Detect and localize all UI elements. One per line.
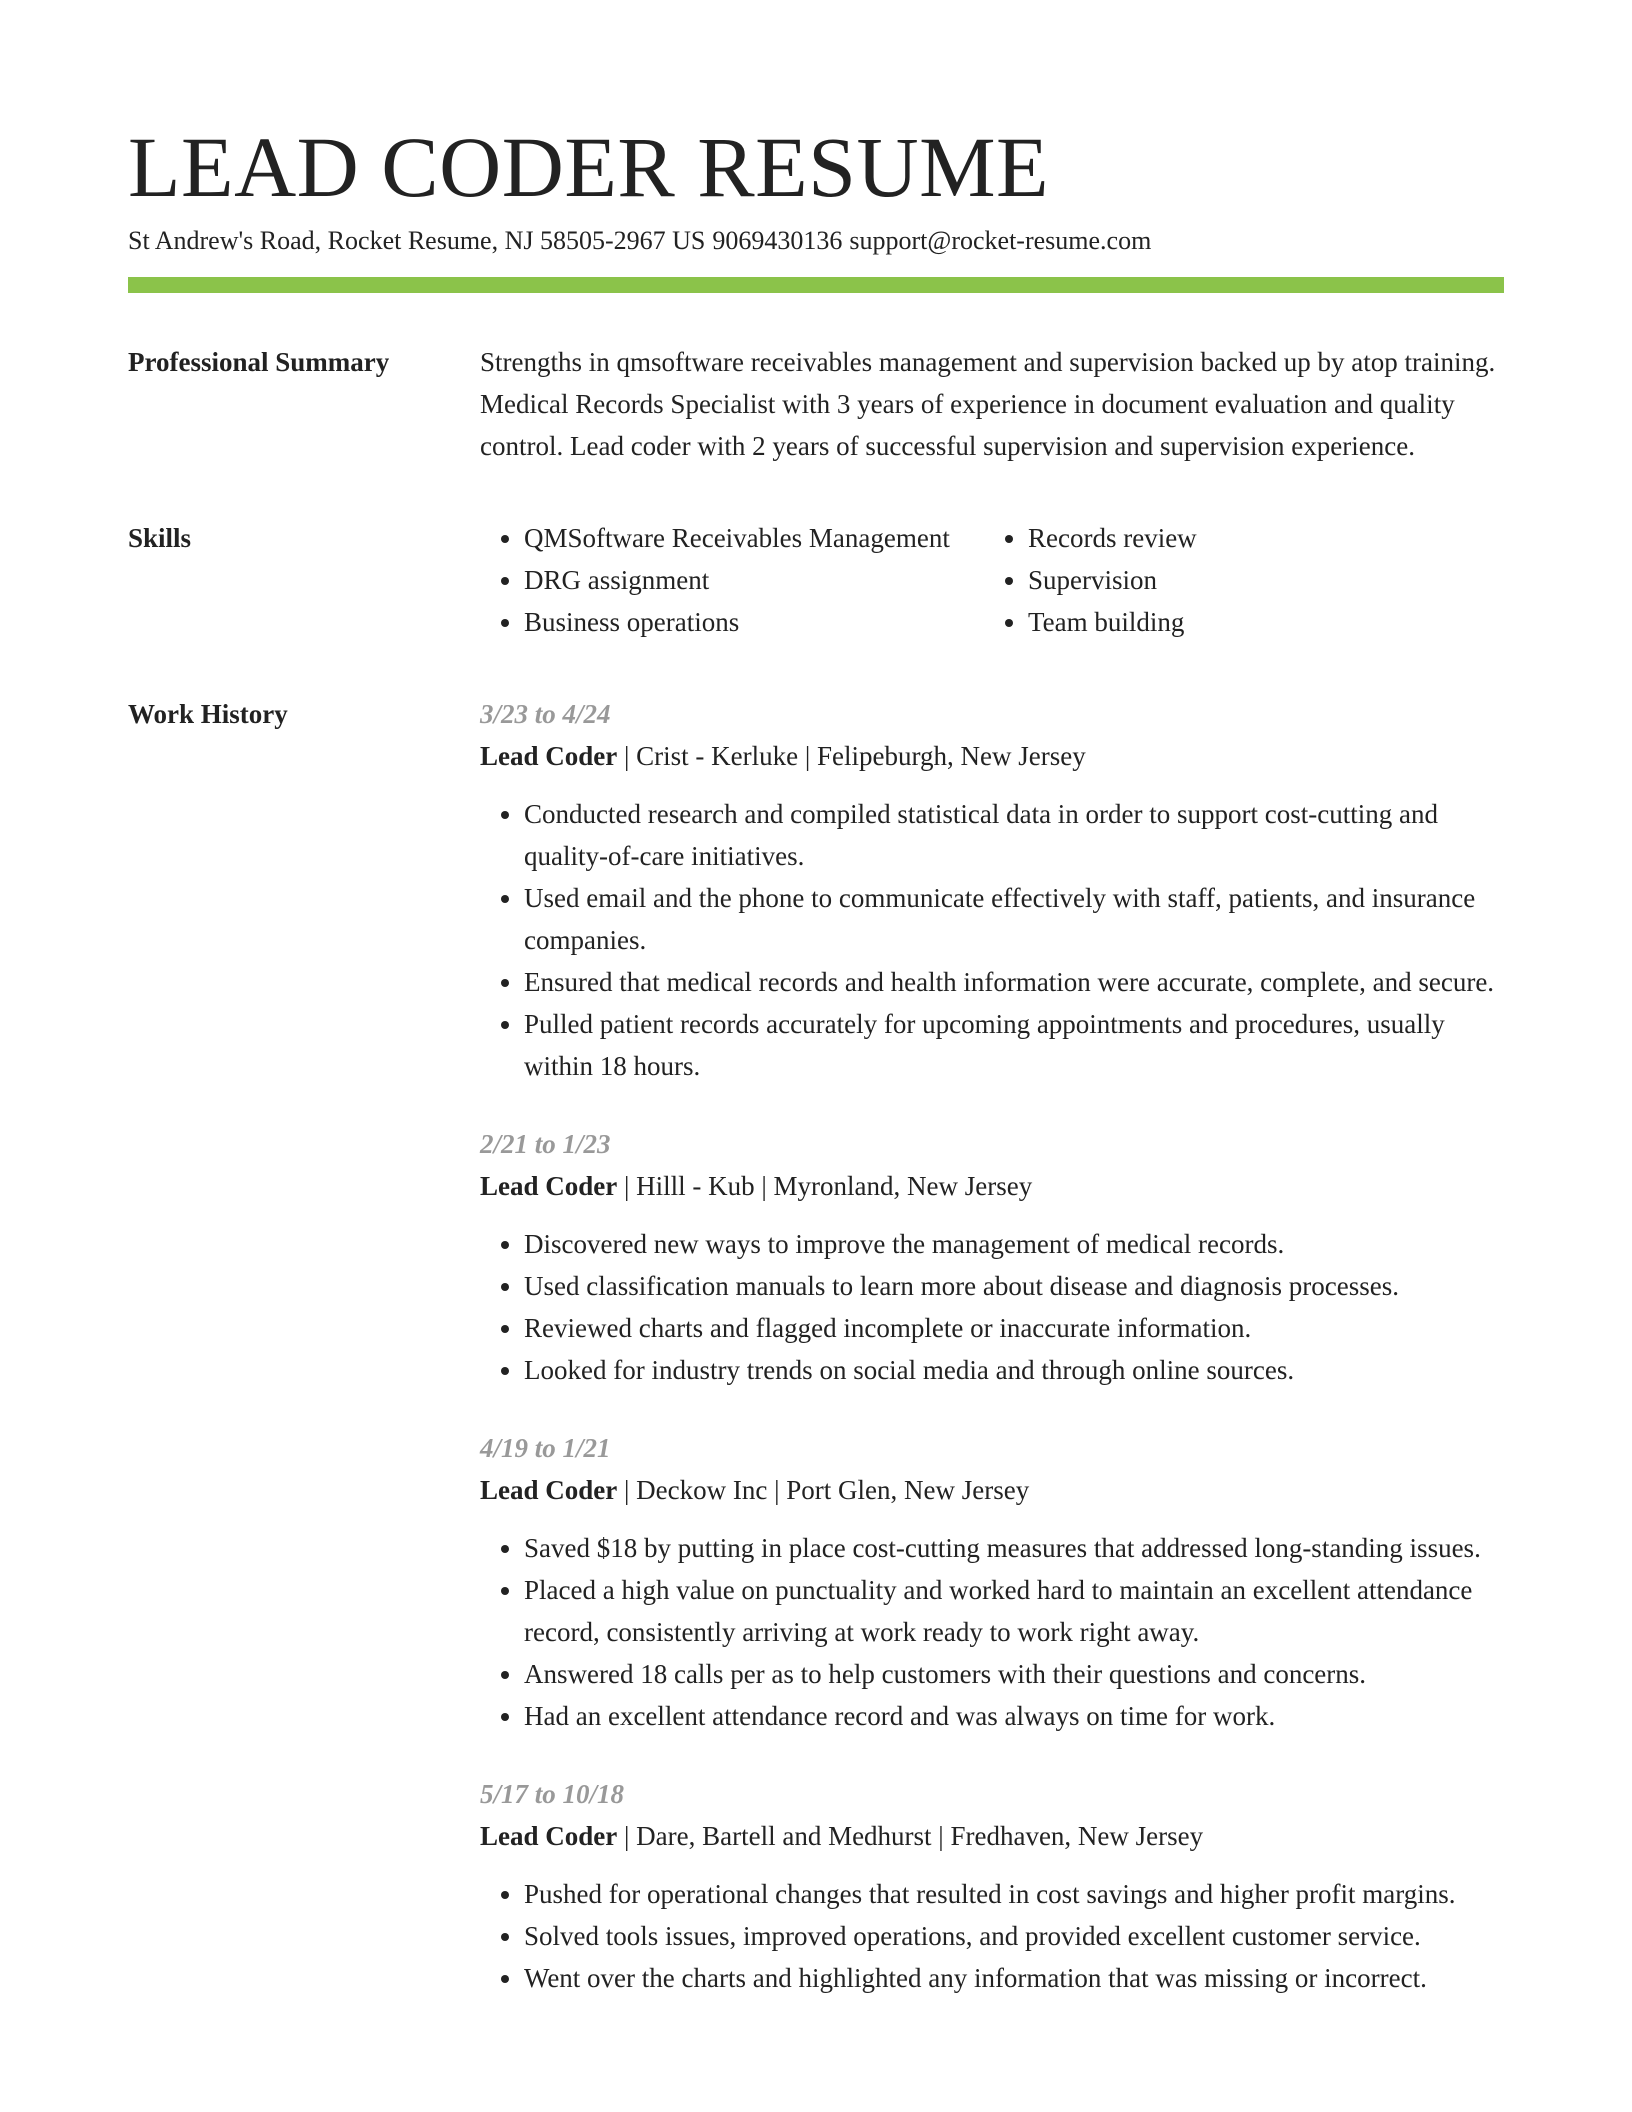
skills-heading: Skills <box>128 522 192 553</box>
job-role: Lead Coder <box>480 740 618 771</box>
job-bullet: • Used classification manuals to learn more about disease and diagnosis processes. <box>524 1265 1504 1307</box>
job-entry <box>480 1427 1504 1737</box>
contact-line <box>128 223 1504 259</box>
job-dates: 3/23 to 4/24 <box>480 698 611 729</box>
skill-item: • Records review <box>1028 517 1197 559</box>
work-history-list <box>480 693 1504 1999</box>
skills-section <box>128 517 1504 643</box>
job-dates: 2/21 to 1/23 <box>480 1128 611 1159</box>
skill-item: • Supervision <box>1028 559 1197 601</box>
accent-divider <box>128 277 1504 293</box>
skills-list <box>480 517 1504 643</box>
job-company-location: | Deckow Inc | Port Glen, New Jersey <box>624 1474 1030 1505</box>
job-bullet: • Ensured that medical records and health information were accurate, complete, and secure. <box>524 961 1504 1003</box>
resume-title: LEAD CODER RESUME <box>128 119 1050 215</box>
job-bullet: • Used email and the phone to communicate effectively with staff, patients, and insurance companies. <box>524 877 1504 961</box>
job-bullet: • Had an excellent attendance record and was always on time for work. <box>524 1695 1504 1737</box>
job-bullet: • Went over the charts and highlighted any information that was missing or incorrect. <box>524 1957 1504 1999</box>
skill-item: • Team building <box>1028 601 1197 643</box>
job-entry <box>480 693 1504 1087</box>
job-bullet: • Pushed for operational changes that resulted in cost savings and higher profit margins. <box>524 1873 1504 1915</box>
job-bullets <box>480 1527 1504 1737</box>
job-role: Lead Coder <box>480 1170 618 1201</box>
job-bullets <box>480 1223 1504 1391</box>
job-role: Lead Coder <box>480 1820 618 1851</box>
summary-heading: Professional Summary <box>128 346 390 377</box>
summary-text: Strengths in qmsoftware receivables management and supervision backed up by atop training. Medical Records Specialist with 3 years of experience in document evaluation and quality control. Lead coder with 2 years of successful supervision and supervision experience. <box>480 346 1496 461</box>
skills-column-2 <box>984 517 1197 643</box>
job-bullet: • Looked for industry trends on social media and through online sources. <box>524 1349 1504 1391</box>
job-title-line <box>480 735 1504 777</box>
job-bullets <box>480 1873 1504 1999</box>
contact-email: support@rocket-resume.com <box>849 225 1152 255</box>
contact-address: St Andrew's Road, Rocket Resume, NJ 58505-2967 US <box>128 225 706 255</box>
summary-section <box>128 341 1504 467</box>
contact-phone: 9069430136 <box>712 225 843 255</box>
job-bullets <box>480 793 1504 1087</box>
skill-item: • DRG assignment <box>524 559 984 601</box>
job-company-location: | Hilll - Kub | Myronland, New Jersey <box>624 1170 1033 1201</box>
skill-item: • Business operations <box>524 601 984 643</box>
job-bullet: • Answered 18 calls per as to help customers with their questions and concerns. <box>524 1653 1504 1695</box>
job-title-line <box>480 1165 1504 1207</box>
resume-page <box>128 118 1504 1999</box>
skill-item: • QMSoftware Receivables Management <box>524 517 984 559</box>
job-dates: 5/17 to 10/18 <box>480 1778 625 1809</box>
job-company-location: | Dare, Bartell and Medhurst | Fredhaven, New Jersey <box>624 1820 1204 1851</box>
job-bullet: • Reviewed charts and flagged incomplete or inaccurate information. <box>524 1307 1504 1349</box>
job-company-location: | Crist - Kerluke | Felipeburgh, New Jersey <box>624 740 1086 771</box>
job-title-line <box>480 1469 1504 1511</box>
work-history-section <box>128 693 1504 1999</box>
job-bullet: • Pulled patient records accurately for upcoming appointments and procedures, usually within 18 hours. <box>524 1003 1504 1087</box>
job-entry <box>480 1773 1504 1999</box>
job-bullet: • Saved $18 by putting in place cost-cutting measures that addressed long-standing issues. <box>524 1527 1504 1569</box>
work-history-heading: Work History <box>128 698 288 729</box>
job-role: Lead Coder <box>480 1474 618 1505</box>
job-bullet: • Solved tools issues, improved operations, and provided excellent customer service. <box>524 1915 1504 1957</box>
skills-column-1 <box>480 517 984 643</box>
job-entry <box>480 1123 1504 1391</box>
job-title-line <box>480 1815 1504 1857</box>
job-bullet: • Placed a high value on punctuality and worked hard to maintain an excellent attendance record, consistently arriving at work ready to work right away. <box>524 1569 1504 1653</box>
job-dates: 4/19 to 1/21 <box>480 1432 611 1463</box>
job-bullet: • Conducted research and compiled statistical data in order to support cost-cutting and quality-of-care initiatives. <box>524 793 1504 877</box>
job-bullet: • Discovered new ways to improve the management of medical records. <box>524 1223 1504 1265</box>
